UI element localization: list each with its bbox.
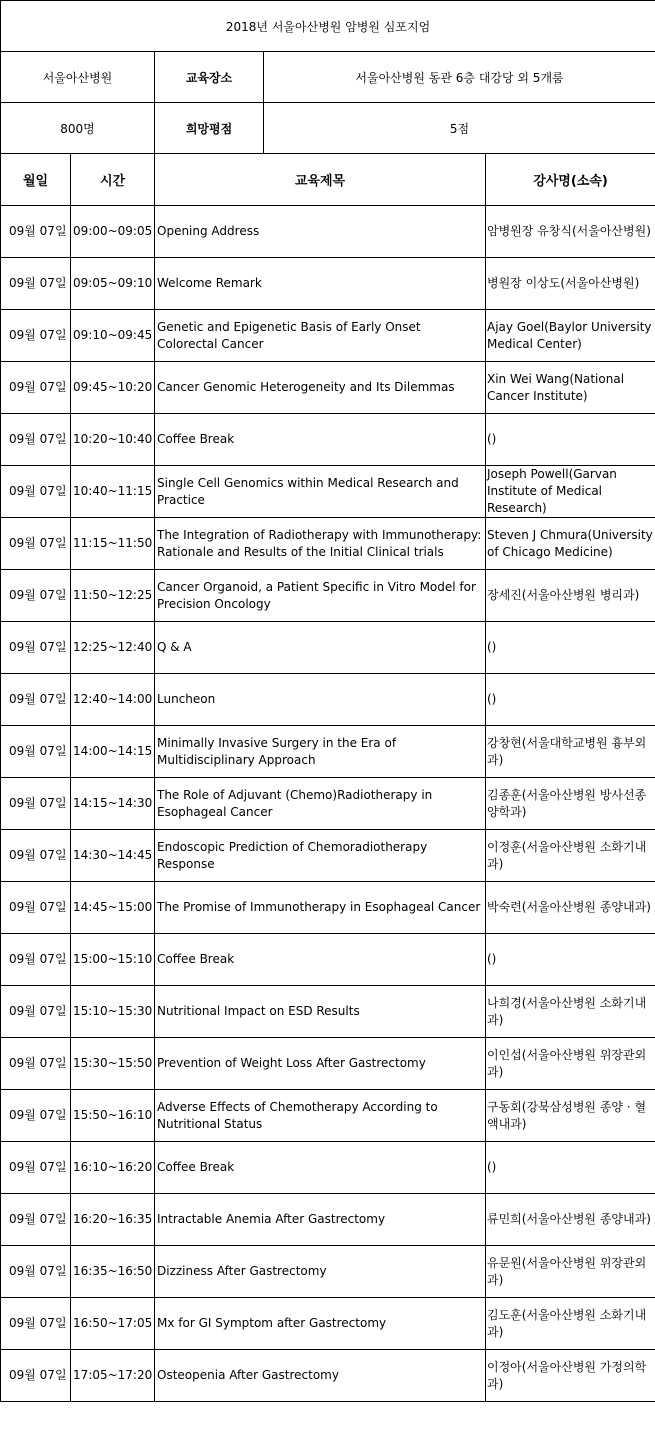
time-cell: 11:50~12:25	[71, 570, 155, 622]
time-cell: 15:50~16:10	[71, 1090, 155, 1142]
table-row	[1, 830, 655, 882]
speaker-cell: Ajay Goel(Baylor University Medical Center)	[486, 310, 655, 362]
date-cell: 09월 07일	[1, 986, 71, 1038]
time-cell: 17:05~17:20	[71, 1350, 155, 1402]
time-cell: 14:45~15:00	[71, 882, 155, 934]
table-row	[1, 986, 655, 1038]
time-cell: 10:40~11:15	[71, 466, 155, 518]
topic-cell: Osteopenia After Gastrectomy	[155, 1350, 486, 1402]
speaker-cell: Xin Wei Wang(National Cancer Institute)	[486, 362, 655, 414]
table-row	[1, 414, 655, 466]
table-row	[1, 518, 655, 570]
speaker-cell: 강창현(서울대학교병원 흉부외과)	[486, 726, 655, 778]
speaker-cell: Steven J Chmura(University of Chicago Medicine)	[486, 518, 655, 570]
time-cell: 14:30~14:45	[71, 830, 155, 882]
rating-label: 희망평점	[155, 103, 264, 154]
time-cell: 14:15~14:30	[71, 778, 155, 830]
speaker-cell: 나희경(서울아산병원 소화기내과)	[486, 986, 655, 1038]
date-cell: 09월 07일	[1, 414, 71, 466]
time-cell: 09:10~09:45	[71, 310, 155, 362]
title-row	[1, 1, 655, 52]
column-header-time: 시간	[71, 154, 155, 206]
column-header-row	[1, 154, 655, 206]
time-cell: 15:30~15:50	[71, 1038, 155, 1090]
table-row	[1, 206, 655, 258]
table-row	[1, 882, 655, 934]
topic-cell: Cancer Organoid, a Patient Specific in Vitro Model for Precision Oncology	[155, 570, 486, 622]
time-cell: 09:45~10:20	[71, 362, 155, 414]
time-cell: 16:50~17:05	[71, 1298, 155, 1350]
time-cell: 09:05~09:10	[71, 258, 155, 310]
speaker-cell: 암병원장 유창식(서울아산병원)	[486, 206, 655, 258]
table-row	[1, 310, 655, 362]
table-row	[1, 1350, 655, 1402]
date-cell: 09월 07일	[1, 1090, 71, 1142]
speaker-cell: 이정훈(서울아산병원 소화기내과)	[486, 830, 655, 882]
table-row	[1, 1246, 655, 1298]
date-cell: 09월 07일	[1, 1038, 71, 1090]
table-row	[1, 1142, 655, 1194]
speaker-cell: 김도훈(서울아산병원 소화기내과)	[486, 1298, 655, 1350]
topic-cell: Coffee Break	[155, 934, 486, 986]
table-row	[1, 1194, 655, 1246]
date-cell: 09월 07일	[1, 518, 71, 570]
speaker-cell: ()	[486, 934, 655, 986]
topic-cell: Coffee Break	[155, 1142, 486, 1194]
time-cell: 15:00~15:10	[71, 934, 155, 986]
date-cell: 09월 07일	[1, 362, 71, 414]
time-cell: 09:00~09:05	[71, 206, 155, 258]
table-row	[1, 466, 655, 518]
topic-cell: The Role of Adjuvant (Chemo)Radiotherapy in Esophageal Cancer	[155, 778, 486, 830]
table-row	[1, 362, 655, 414]
date-cell: 09월 07일	[1, 1142, 71, 1194]
place-label: 교육장소	[155, 52, 264, 103]
date-cell: 09월 07일	[1, 934, 71, 986]
rating-value: 5점	[264, 103, 655, 154]
topic-cell: Prevention of Weight Loss After Gastrectomy	[155, 1038, 486, 1090]
topic-cell: Welcome Remark	[155, 258, 486, 310]
column-header-topic: 교육제목	[155, 154, 486, 206]
capacity-row	[1, 103, 655, 154]
topic-cell: Luncheon	[155, 674, 486, 726]
date-cell: 09월 07일	[1, 726, 71, 778]
date-cell: 09월 07일	[1, 882, 71, 934]
table-row	[1, 778, 655, 830]
topic-cell: Q & A	[155, 622, 486, 674]
date-cell: 09월 07일	[1, 258, 71, 310]
table-row	[1, 570, 655, 622]
topic-cell: Opening Address	[155, 206, 486, 258]
time-cell: 14:00~14:15	[71, 726, 155, 778]
speaker-cell: 이인섭(서울아산병원 위장관외과)	[486, 1038, 655, 1090]
time-cell: 10:20~10:40	[71, 414, 155, 466]
speaker-cell: 류민희(서울아산병원 종양내과)	[486, 1194, 655, 1246]
column-header-date: 월일	[1, 154, 71, 206]
table-row	[1, 934, 655, 986]
topic-cell: Mx for GI Symptom after Gastrectomy	[155, 1298, 486, 1350]
topic-cell: Nutritional Impact on ESD Results	[155, 986, 486, 1038]
time-cell: 15:10~15:30	[71, 986, 155, 1038]
date-cell: 09월 07일	[1, 1298, 71, 1350]
topic-cell: Single Cell Genomics within Medical Research and Practice	[155, 466, 486, 518]
place-value: 서울아산병원 동관 6층 대강당 외 5개룸	[264, 52, 655, 103]
date-cell: 09월 07일	[1, 206, 71, 258]
speaker-cell: Joseph Powell(Garvan Institute of Medical Research)	[486, 466, 655, 518]
date-cell: 09월 07일	[1, 310, 71, 362]
table-row	[1, 674, 655, 726]
table-row	[1, 726, 655, 778]
time-cell: 12:25~12:40	[71, 622, 155, 674]
date-cell: 09월 07일	[1, 1350, 71, 1402]
date-cell: 09월 07일	[1, 674, 71, 726]
topic-cell: Endoscopic Prediction of Chemoradiotherapy Response	[155, 830, 486, 882]
time-cell: 16:10~16:20	[71, 1142, 155, 1194]
speaker-cell: 유문원(서울아산병원 위장관외과)	[486, 1246, 655, 1298]
speaker-cell: ()	[486, 622, 655, 674]
topic-cell: Genetic and Epigenetic Basis of Early Onset Colorectal Cancer	[155, 310, 486, 362]
topic-cell: Cancer Genomic Heterogeneity and Its Dilemmas	[155, 362, 486, 414]
place-row	[1, 52, 655, 103]
speaker-cell: 김종훈(서울아산병원 방사선종양학과)	[486, 778, 655, 830]
topic-cell: The Integration of Radiotherapy with Immunotherapy: Rationale and Results of the Initial Clinical trials	[155, 518, 486, 570]
date-cell: 09월 07일	[1, 1194, 71, 1246]
time-cell: 12:40~14:00	[71, 674, 155, 726]
date-cell: 09월 07일	[1, 622, 71, 674]
date-cell: 09월 07일	[1, 778, 71, 830]
topic-cell: Minimally Invasive Surgery in the Era of Multidisciplinary Approach	[155, 726, 486, 778]
speaker-cell: 이정아(서울아산병원 가정의학과)	[486, 1350, 655, 1402]
speaker-cell: 병원장 이상도(서울아산병원)	[486, 258, 655, 310]
speaker-cell: 구동회(강북삼성병원 종양 · 혈액내과)	[486, 1090, 655, 1142]
time-cell: 11:15~11:50	[71, 518, 155, 570]
speaker-cell: 박숙련(서울아산병원 종양내과)	[486, 882, 655, 934]
table-row	[1, 622, 655, 674]
topic-cell: The Promise of Immunotherapy in Esophageal Cancer	[155, 882, 486, 934]
symposium-title: 2018년 서울아산병원 암병원 심포지엄	[1, 1, 655, 52]
speaker-cell: ()	[486, 674, 655, 726]
topic-cell: Coffee Break	[155, 414, 486, 466]
speaker-cell: ()	[486, 414, 655, 466]
capacity-value: 800명	[1, 103, 155, 154]
table-row	[1, 258, 655, 310]
date-cell: 09월 07일	[1, 570, 71, 622]
column-header-speaker: 강사명(소속)	[486, 154, 655, 206]
speaker-cell: ()	[486, 1142, 655, 1194]
table-row	[1, 1298, 655, 1350]
topic-cell: Intractable Anemia After Gastrectomy	[155, 1194, 486, 1246]
time-cell: 16:20~16:35	[71, 1194, 155, 1246]
topic-cell: Adverse Effects of Chemotherapy According to Nutritional Status	[155, 1090, 486, 1142]
table-row	[1, 1090, 655, 1142]
date-cell: 09월 07일	[1, 466, 71, 518]
date-cell: 09월 07일	[1, 830, 71, 882]
date-cell: 09월 07일	[1, 1246, 71, 1298]
organization-name: 서울아산병원	[1, 52, 155, 103]
table-row	[1, 1038, 655, 1090]
speaker-cell: 장세진(서울아산병원 병리과)	[486, 570, 655, 622]
topic-cell: Dizziness After Gastrectomy	[155, 1246, 486, 1298]
time-cell: 16:35~16:50	[71, 1246, 155, 1298]
